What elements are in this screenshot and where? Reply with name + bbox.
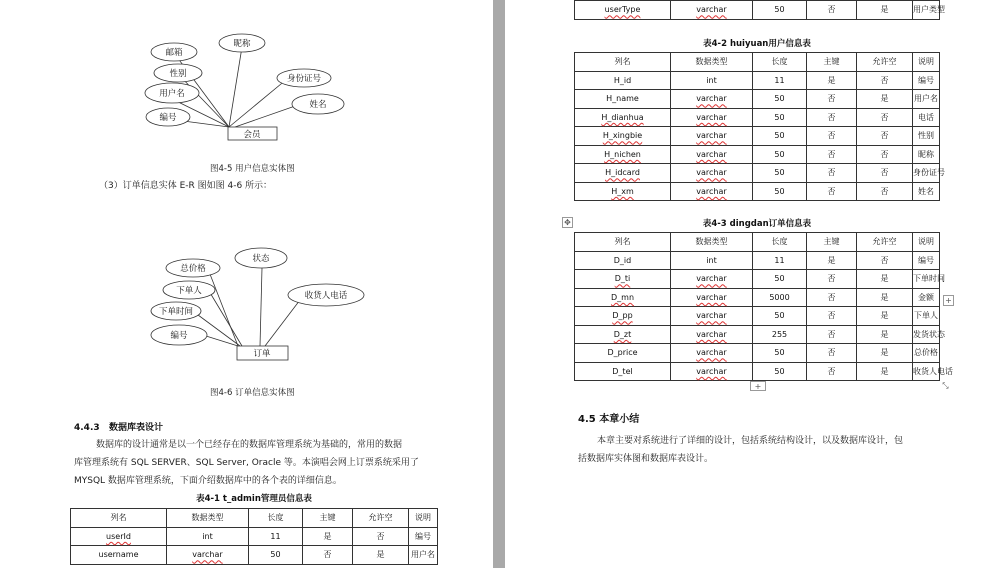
table-cell-text: 否 bbox=[827, 311, 836, 321]
table-huiyuan bbox=[574, 52, 945, 201]
table-cell bbox=[753, 344, 807, 363]
table-cell-text: 否 bbox=[827, 131, 836, 141]
er-attr-label: 编号 bbox=[170, 331, 188, 341]
er-attr-label: 编号 bbox=[159, 113, 177, 123]
table-cell-text: D_mn bbox=[610, 292, 635, 302]
table-cell-text: 身份证号 bbox=[913, 168, 945, 178]
table-cell bbox=[303, 527, 353, 546]
table-title: 表4-3 dingdan订单信息表 bbox=[702, 219, 812, 229]
table-cell-text: 发货状态 bbox=[913, 329, 945, 339]
table-row bbox=[575, 164, 940, 183]
paragraph-intro-order: （3）订单信息实体 E-R 图如图 4-6 所示： bbox=[99, 181, 273, 191]
table-cell bbox=[857, 251, 913, 270]
table-cell-text: varchar bbox=[696, 112, 727, 122]
table-cell-text: 姓名 bbox=[918, 186, 934, 196]
table-cell-text: D_tel bbox=[612, 366, 633, 376]
table-header-cell: 长度 bbox=[753, 233, 807, 252]
table-cell bbox=[671, 182, 753, 201]
table-cell-text: 否 bbox=[827, 186, 836, 196]
table-cell bbox=[409, 546, 438, 565]
table-t-admin-continued bbox=[574, 0, 945, 20]
table-header-cell: 允许空 bbox=[353, 509, 409, 528]
table-cell bbox=[807, 127, 857, 146]
table-cell bbox=[913, 145, 940, 164]
table-cell bbox=[913, 251, 940, 270]
er-entity-label: 订单 bbox=[253, 349, 271, 359]
table-cell bbox=[71, 527, 167, 546]
table-cell bbox=[913, 90, 940, 109]
table-cell-text: 总价格 bbox=[914, 348, 938, 358]
table-title: 表4-1 t_admin管理员信息表 bbox=[196, 494, 312, 504]
table-cell-text: 是 bbox=[880, 274, 889, 284]
table-cell-text: D_pp bbox=[612, 311, 633, 321]
table-cell-text: 是 bbox=[880, 5, 889, 15]
table-header-row bbox=[575, 53, 940, 72]
table-cell bbox=[575, 127, 671, 146]
table-header-cell: 说明 bbox=[409, 509, 438, 528]
paragraph-line: 数据库的设计通常是以一个已经存在的数据库管理系统为基础的，常用的数据 bbox=[96, 440, 403, 450]
table-cell-text: 用户名 bbox=[914, 94, 938, 104]
table-cell-text: 否 bbox=[827, 366, 836, 376]
table-cell bbox=[913, 307, 940, 326]
table-cell bbox=[753, 182, 807, 201]
table-cell bbox=[807, 270, 857, 289]
table-cell-text: varchar bbox=[696, 186, 727, 196]
table-header-cell: 允许空 bbox=[857, 233, 913, 252]
section-heading bbox=[74, 420, 163, 433]
document-page-left bbox=[0, 0, 493, 568]
table-cell-text: 昵称 bbox=[918, 149, 934, 159]
er-attr-label: 下单人 bbox=[176, 286, 202, 296]
table-cell-text: 11 bbox=[774, 75, 785, 85]
table-cell-text: int bbox=[202, 531, 213, 541]
table-header-cell: 说明 bbox=[913, 53, 940, 72]
table-cell-text: 是 bbox=[827, 255, 836, 265]
table-cell bbox=[913, 1, 945, 20]
paragraph-line: 括数据库实体图和数据库表设计。 bbox=[578, 454, 714, 464]
table-header-cell: 主键 bbox=[303, 509, 353, 528]
table-cell bbox=[671, 90, 753, 109]
table-cell bbox=[575, 362, 671, 381]
table-header-cell: 列名 bbox=[575, 233, 671, 252]
table-cell bbox=[857, 270, 913, 289]
table-row bbox=[575, 288, 940, 307]
table-row bbox=[575, 1, 940, 20]
table-cell bbox=[913, 362, 953, 381]
table-cell-text: 下单时间 bbox=[913, 274, 945, 284]
table-cell bbox=[575, 164, 671, 183]
er-attr-label: 收货人电话 bbox=[304, 291, 348, 301]
table-cell-text: 50 bbox=[774, 131, 785, 141]
section-heading: 4.5 本章小结 bbox=[578, 414, 640, 425]
table-cell-text: H_idcard bbox=[605, 168, 640, 178]
table-cell bbox=[671, 362, 753, 381]
table-cell-text: 是 bbox=[880, 292, 889, 302]
table-cell-text: 5000 bbox=[769, 292, 790, 302]
add-column-button[interactable]: + bbox=[943, 295, 954, 306]
table-cell-text: 否 bbox=[880, 168, 889, 178]
table-cell bbox=[807, 182, 857, 201]
table-cell bbox=[807, 362, 857, 381]
table-cell-text: H_dianhua bbox=[601, 112, 644, 122]
table-cell bbox=[857, 325, 913, 344]
table-cell bbox=[353, 527, 409, 546]
table-cell bbox=[807, 1, 857, 20]
table-cell bbox=[671, 307, 753, 326]
table-cell bbox=[807, 71, 857, 90]
table-cell bbox=[671, 127, 753, 146]
add-row-button[interactable]: + bbox=[750, 381, 766, 391]
table-cell bbox=[575, 1, 671, 20]
table-cell bbox=[575, 182, 671, 201]
table-cell-text: 否 bbox=[827, 348, 836, 358]
table-cell bbox=[913, 127, 940, 146]
table-cell bbox=[913, 108, 940, 127]
table-row bbox=[575, 108, 940, 127]
er-attr-label: 下单时间 bbox=[158, 307, 194, 317]
er-diagram-user bbox=[130, 28, 360, 146]
table-header-cell: 数据类型 bbox=[167, 509, 249, 528]
table-header-cell: 列名 bbox=[71, 509, 167, 528]
table-cell bbox=[671, 108, 753, 127]
table-cell bbox=[913, 164, 945, 183]
document-page-right bbox=[505, 0, 998, 568]
table-header-cell: 允许空 bbox=[857, 53, 913, 72]
table-cell bbox=[753, 127, 807, 146]
table-header-cell: 说明 bbox=[913, 233, 940, 252]
table-cell-text: 编号 bbox=[918, 255, 934, 265]
table-cell-text: varchar bbox=[696, 348, 727, 358]
table-cell bbox=[249, 527, 303, 546]
table-cell bbox=[575, 344, 671, 363]
table-row bbox=[575, 182, 940, 201]
er-attr-label: 姓名 bbox=[309, 100, 327, 110]
table-cell bbox=[575, 288, 671, 307]
table-cell-text: 是 bbox=[880, 348, 889, 358]
er-attr-label: 邮箱 bbox=[165, 48, 183, 58]
table-cell bbox=[857, 90, 913, 109]
table-cell bbox=[671, 288, 753, 307]
table-cell-text: 11 bbox=[774, 255, 785, 265]
table-cell-text: varchar bbox=[192, 550, 223, 560]
table-cell-text: 否 bbox=[827, 274, 836, 284]
table-cell-text: 否 bbox=[827, 329, 836, 339]
table-resize-handle[interactable]: ⤡ bbox=[942, 381, 949, 390]
section-title: 数据库表设计 bbox=[109, 423, 164, 433]
table-cell bbox=[303, 546, 353, 565]
table-cell-text: H_name bbox=[606, 94, 639, 104]
table-cell-text: varchar bbox=[696, 311, 727, 321]
table-row bbox=[575, 145, 940, 164]
table-cell-text: 否 bbox=[827, 168, 836, 178]
table-cell bbox=[671, 164, 753, 183]
table-header-cell: 列名 bbox=[575, 53, 671, 72]
table-cell-text: H_xm bbox=[611, 186, 634, 196]
table-cell-text: H_xingbie bbox=[602, 131, 643, 141]
table-cell bbox=[807, 344, 857, 363]
table-cell bbox=[671, 325, 753, 344]
table-cell-text: 50 bbox=[774, 5, 785, 15]
table-cell-text: 50 bbox=[270, 550, 281, 560]
table-cell bbox=[575, 145, 671, 164]
table-cell bbox=[167, 546, 249, 565]
table-move-handle[interactable]: ✥ bbox=[562, 217, 573, 228]
table-cell bbox=[753, 307, 807, 326]
table-cell-text: 50 bbox=[774, 112, 785, 122]
table-cell bbox=[807, 145, 857, 164]
table-dingdan bbox=[574, 232, 953, 381]
table-row bbox=[575, 344, 940, 363]
table-cell-text: 否 bbox=[880, 255, 889, 265]
table-cell-text: H_nichen bbox=[604, 149, 641, 159]
table-cell bbox=[671, 270, 753, 289]
table-cell bbox=[913, 288, 940, 307]
table-cell-text: 是 bbox=[880, 366, 889, 376]
table-cell-text: 否 bbox=[880, 186, 889, 196]
table-cell-text: 否 bbox=[880, 149, 889, 159]
table-cell-text: 编号 bbox=[918, 75, 934, 85]
table-cell-text: 用户名 bbox=[411, 550, 435, 560]
table-cell bbox=[857, 288, 913, 307]
table-cell-text: 编号 bbox=[415, 531, 431, 541]
table-cell bbox=[167, 527, 249, 546]
table-cell-text: int bbox=[706, 255, 717, 265]
table-cell bbox=[753, 164, 807, 183]
er-attr-label: 总价格 bbox=[180, 264, 206, 274]
table-cell bbox=[753, 90, 807, 109]
table-cell-text: varchar bbox=[696, 366, 727, 376]
table-cell-text: 11 bbox=[270, 531, 281, 541]
table-cell bbox=[807, 164, 857, 183]
table-header-cell: 长度 bbox=[753, 53, 807, 72]
table-cell-text: D_ti bbox=[614, 274, 631, 284]
table-cell bbox=[249, 546, 303, 565]
table-cell bbox=[575, 108, 671, 127]
table-cell-text: 否 bbox=[880, 75, 889, 85]
table-row bbox=[71, 546, 438, 565]
table-cell-text: 否 bbox=[827, 112, 836, 122]
table-cell bbox=[857, 127, 913, 146]
table-cell bbox=[807, 288, 857, 307]
table-cell-text: D_price bbox=[607, 348, 638, 358]
figure-caption: 图4-6 订单信息实体图 bbox=[210, 388, 295, 398]
table-cell bbox=[807, 251, 857, 270]
table-cell-text: 用户类型 bbox=[913, 5, 945, 15]
table-cell bbox=[353, 546, 409, 565]
table-cell bbox=[753, 325, 807, 344]
table-cell bbox=[807, 307, 857, 326]
table-cell bbox=[575, 90, 671, 109]
table-header-row bbox=[575, 233, 940, 252]
table-cell-text: 是 bbox=[376, 550, 385, 560]
er-attr-label: 用户名 bbox=[159, 89, 185, 99]
table-cell-text: varchar bbox=[696, 5, 727, 15]
table-cell bbox=[671, 251, 753, 270]
table-cell-text: 否 bbox=[880, 131, 889, 141]
table-row bbox=[575, 71, 940, 90]
table-cell bbox=[857, 182, 913, 201]
table-cell-text: userType bbox=[604, 5, 641, 15]
table-cell-text: 255 bbox=[771, 329, 788, 339]
er-diagram-order bbox=[150, 244, 380, 366]
table-cell bbox=[857, 1, 913, 20]
table-cell-text: 是 bbox=[880, 94, 889, 104]
table-cell bbox=[753, 362, 807, 381]
er-attr-label: 昵称 bbox=[233, 39, 251, 49]
table-title: 表4-2 huiyuan用户信息表 bbox=[703, 39, 811, 49]
table-cell bbox=[409, 527, 438, 546]
table-cell-text: 50 bbox=[774, 274, 785, 284]
table-cell bbox=[857, 71, 913, 90]
table-cell-text: 是 bbox=[880, 329, 889, 339]
table-cell-text: 否 bbox=[376, 531, 385, 541]
table-row bbox=[575, 270, 940, 289]
table-cell-text: 50 bbox=[774, 149, 785, 159]
table-cell bbox=[575, 71, 671, 90]
er-attr-label: 状态 bbox=[252, 254, 270, 264]
table-header-cell: 长度 bbox=[249, 509, 303, 528]
table-cell bbox=[575, 325, 671, 344]
figure-caption: 图4-5 用户信息实体图 bbox=[210, 164, 295, 174]
table-cell bbox=[753, 288, 807, 307]
table-cell bbox=[857, 164, 913, 183]
table-row bbox=[575, 307, 940, 326]
table-cell bbox=[857, 145, 913, 164]
table-cell bbox=[671, 1, 753, 20]
table-header-cell: 数据类型 bbox=[671, 233, 753, 252]
table-header-cell: 数据类型 bbox=[671, 53, 753, 72]
table-cell-text: varchar bbox=[696, 149, 727, 159]
table-cell bbox=[807, 325, 857, 344]
table-cell-text: 是 bbox=[827, 75, 836, 85]
table-cell-text: varchar bbox=[696, 168, 727, 178]
table-cell bbox=[857, 307, 913, 326]
table-cell-text: 否 bbox=[827, 149, 836, 159]
table-cell-text: varchar bbox=[696, 274, 727, 284]
table-cell-text: 电话 bbox=[918, 112, 934, 122]
table-cell bbox=[575, 307, 671, 326]
table-row bbox=[575, 127, 940, 146]
er-attr-label: 性别 bbox=[169, 69, 187, 79]
table-cell-text: username bbox=[98, 550, 139, 560]
table-cell-text: 否 bbox=[323, 550, 332, 560]
table-cell-text: 50 bbox=[774, 168, 785, 178]
er-entity-label: 会员 bbox=[243, 130, 261, 140]
section-number: 4.4.3 bbox=[74, 423, 100, 433]
table-cell bbox=[857, 362, 913, 381]
table-cell bbox=[913, 270, 945, 289]
table-cell bbox=[857, 108, 913, 127]
table-cell-text: userId bbox=[106, 531, 131, 541]
table-row bbox=[575, 90, 940, 109]
table-cell-text: varchar bbox=[696, 329, 727, 339]
paragraph-line: 库管理系统有 SQL SERVER、SQL Server, Oracle 等。本演唱会网上订票系统采用了 bbox=[74, 458, 419, 468]
table-cell bbox=[913, 71, 940, 90]
table-cell bbox=[575, 251, 671, 270]
table-cell bbox=[913, 344, 940, 363]
table-cell bbox=[71, 546, 167, 565]
table-cell-text: 否 bbox=[827, 292, 836, 302]
table-cell bbox=[753, 71, 807, 90]
table-row bbox=[71, 527, 438, 546]
table-cell bbox=[913, 325, 945, 344]
table-cell-text: 下单人 bbox=[914, 311, 938, 321]
table-cell-text: H_id bbox=[613, 75, 632, 85]
table-cell-text: 金额 bbox=[918, 292, 934, 302]
paragraph-line: 本章主要对系统进行了详细的设计，包括系统结构设计，以及数据库设计，包 bbox=[597, 436, 904, 446]
table-cell bbox=[575, 270, 671, 289]
table-cell bbox=[753, 251, 807, 270]
table-cell-text: 50 bbox=[774, 94, 785, 104]
table-cell bbox=[753, 145, 807, 164]
table-cell-text: varchar bbox=[696, 131, 727, 141]
table-cell-text: 否 bbox=[827, 5, 836, 15]
table-cell-text: 性别 bbox=[918, 131, 934, 141]
table-cell bbox=[913, 182, 940, 201]
table-cell bbox=[753, 108, 807, 127]
table-header-cell: 主键 bbox=[807, 233, 857, 252]
table-cell-text: varchar bbox=[696, 292, 727, 302]
table-cell-text: D_zt bbox=[613, 329, 632, 339]
table-cell-text: 否 bbox=[827, 94, 836, 104]
table-cell-text: D_id bbox=[613, 255, 632, 265]
table-cell-text: int bbox=[706, 75, 717, 85]
table-cell-text: 否 bbox=[880, 112, 889, 122]
table-cell-text: 收货人电话 bbox=[913, 366, 953, 376]
table-cell bbox=[753, 1, 807, 20]
table-cell bbox=[671, 344, 753, 363]
table-cell bbox=[807, 90, 857, 109]
table-cell-text: 是 bbox=[323, 531, 332, 541]
table-cell bbox=[671, 71, 753, 90]
paragraph-line: MYSQL 数据库管理系统，下面介绍数据库中的各个表的详细信息。 bbox=[74, 476, 342, 486]
table-cell-text: varchar bbox=[696, 94, 727, 104]
table-header-cell: 主键 bbox=[807, 53, 857, 72]
table-cell bbox=[753, 270, 807, 289]
er-attr-label: 身份证号 bbox=[286, 74, 322, 84]
table-cell-text: 50 bbox=[774, 186, 785, 196]
table-t-admin bbox=[70, 508, 438, 565]
table-header-row bbox=[71, 509, 438, 528]
table-row bbox=[575, 362, 940, 381]
table-cell-text: 是 bbox=[880, 311, 889, 321]
table-cell-text: 50 bbox=[774, 311, 785, 321]
table-cell bbox=[671, 145, 753, 164]
table-row bbox=[575, 325, 940, 344]
table-cell-text: 50 bbox=[774, 348, 785, 358]
table-cell-text: 50 bbox=[774, 366, 785, 376]
table-row bbox=[575, 251, 940, 270]
table-cell bbox=[857, 344, 913, 363]
table-cell bbox=[807, 108, 857, 127]
